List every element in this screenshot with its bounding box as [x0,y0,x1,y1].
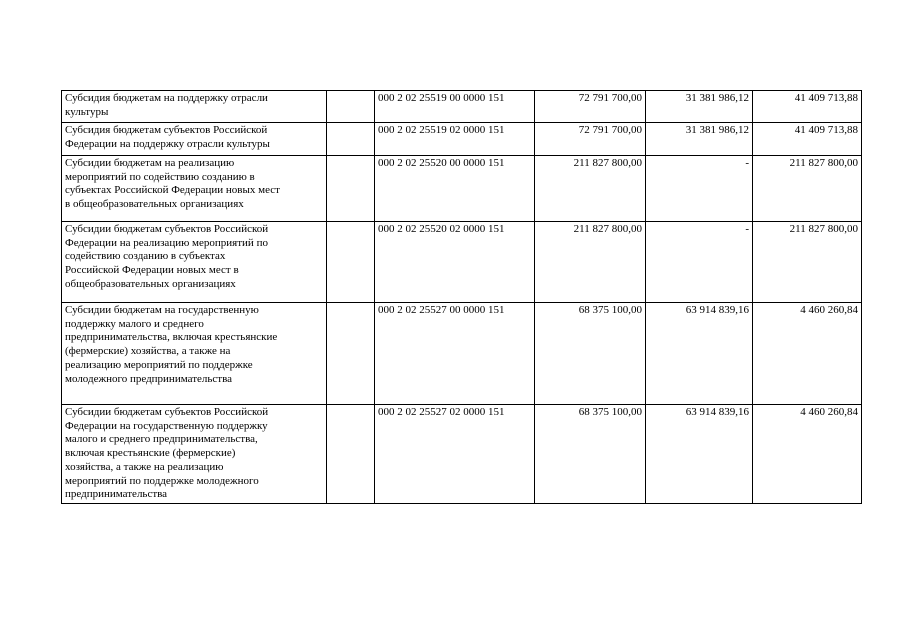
row-code-cell: 000 2 02 25520 00 0000 151 [375,156,535,222]
row-remainder-cell: 4 460 260,84 [753,303,862,405]
empty-cell [327,156,375,222]
empty-cell [327,123,375,156]
row-name-cell: Субсидия бюджетам субъектов Российской Федерации на поддержку отрасли культуры [62,123,327,156]
row-code-cell: 000 2 02 25519 02 0000 151 [375,123,535,156]
row-remainder-cell: 41 409 713,88 [753,123,862,156]
empty-cell [327,405,375,504]
row-executed-cell: 63 914 839,16 [646,303,753,405]
row-plan-cell: 68 375 100,00 [535,303,646,405]
row-executed-cell: - [646,156,753,222]
empty-cell [327,91,375,123]
row-executed-cell: - [646,222,753,303]
row-plan-cell: 72 791 700,00 [535,91,646,123]
row-executed-cell: 31 381 986,12 [646,91,753,123]
empty-cell [327,303,375,405]
row-code-cell: 000 2 02 25527 02 0000 151 [375,405,535,504]
row-plan-cell: 72 791 700,00 [535,123,646,156]
row-name-cell: Субсидии бюджетам субъектов Российской Федерации на государственную поддержку малого и среднего предпринимательства, включая крестьянские (фермерские) хозяйства, а также на реализацию мероприятий по поддержке молодежного предпринимательства [62,405,327,504]
row-plan-cell: 68 375 100,00 [535,405,646,504]
empty-cell [327,222,375,303]
row-name-cell: Субсидии бюджетам на реализацию мероприятий по содействию созданию в субъектах Российской Федерации новых мест в общеобразовательных организациях [62,156,327,222]
row-code-cell: 000 2 02 25527 00 0000 151 [375,303,535,405]
table-row [62,156,862,222]
row-plan-cell: 211 827 800,00 [535,222,646,303]
table-row [62,303,862,405]
table-row [62,91,862,123]
row-remainder-cell: 211 827 800,00 [753,156,862,222]
table-row [62,123,862,156]
row-remainder-cell: 41 409 713,88 [753,91,862,123]
row-code-cell: 000 2 02 25520 02 0000 151 [375,222,535,303]
budget-table [61,90,862,504]
row-code-cell: 000 2 02 25519 00 0000 151 [375,91,535,123]
row-executed-cell: 31 381 986,12 [646,123,753,156]
row-name-cell: Субсидии бюджетам на государственную поддержку малого и среднего предпринимательства, включая крестьянские (фермерские) хозяйства, а также на реализацию мероприятий по поддержке молодежного предпринимательства [62,303,327,405]
row-executed-cell: 63 914 839,16 [646,405,753,504]
row-name-cell: Субсидия бюджетам на поддержку отрасли культуры [62,91,327,123]
table-row [62,222,862,303]
row-remainder-cell: 211 827 800,00 [753,222,862,303]
row-plan-cell: 211 827 800,00 [535,156,646,222]
row-name-cell: Субсидии бюджетам субъектов Российской Федерации на реализацию мероприятий по содействию созданию в субъектах Российской Федерации новых мест в общеобразовательных организациях [62,222,327,303]
row-remainder-cell: 4 460 260,84 [753,405,862,504]
table-row [62,405,862,504]
